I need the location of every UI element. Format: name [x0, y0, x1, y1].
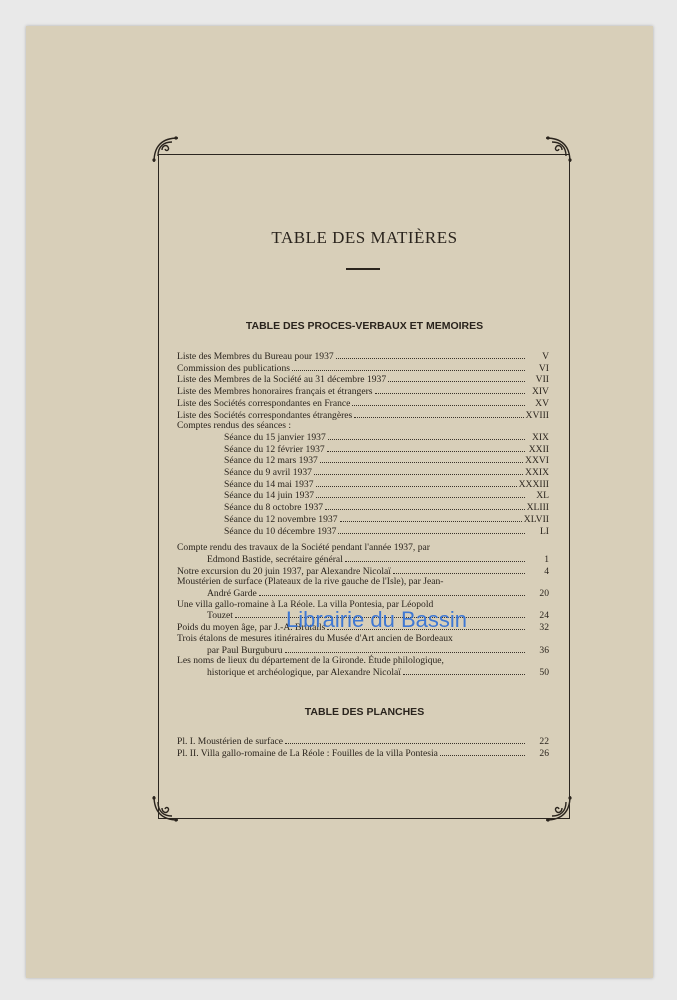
corner-ornament-icon	[150, 792, 184, 826]
toc-article-line1: Compte rendu des travaux de la Société pendant l'année 1937, par	[177, 542, 430, 554]
toc-article: historique et archéologique, par Alexandre Nicolaï 50	[207, 666, 549, 678]
toc-article-line1: Une villa gallo-romaine à La Réole. La villa Pontesia, par Léopold	[177, 598, 434, 610]
toc-seance: Séance du 15 janvier 1937 XIX	[224, 431, 549, 443]
corner-ornament-icon	[540, 792, 574, 826]
toc-planches	[177, 736, 549, 759]
toc-article: Edmond Bastide, secrétaire général 1	[207, 553, 549, 565]
toc-seance: Séance du 12 novembre 1937 XLVII	[224, 513, 549, 525]
toc-article: Notre excursion du 20 juin 1937, par Alexandre Nicolaï 4	[177, 565, 549, 577]
toc-article: Poids du moyen âge, par J.-A. Brutails 32	[177, 622, 549, 634]
seller-watermark: Librairie du Bassin	[286, 607, 467, 632]
toc-seance: Séance du 14 mai 1937 XXXIII	[224, 478, 549, 490]
toc-planche: Pl. I. Moustérien de surface 22	[177, 736, 549, 747]
section-heading-planches: TABLE DES PLANCHES	[304, 706, 425, 718]
toc-seance: Séance du 14 juin 1937 XL	[224, 490, 549, 502]
toc-entry: Liste des Membres du Bureau pour 1937 V	[177, 351, 549, 362]
toc-article-line1: Les noms de lieux du département de la Gironde. Étude philologique,	[177, 655, 444, 667]
toc-entry: Liste des Membres de la Société au 31 décembre 1937 VII	[177, 374, 549, 386]
toc-entry: Liste des Sociétés correspondantes étrangères XVIII	[177, 409, 549, 421]
toc-entry: Liste des Sociétés correspondantes en France XV	[177, 397, 549, 409]
toc-entry: Commission des publications VI	[177, 362, 549, 374]
toc-seance: Séance du 10 décembre 1937 LI	[224, 525, 549, 537]
title-rule	[346, 268, 380, 270]
section-heading-proces-verbaux: TABLE DES PROCES-VERBAUX ET MEMOIRES	[245, 320, 484, 332]
seances-header: Comptes rendus des séances :	[177, 420, 292, 432]
toc-planche: Pl. II. Villa gallo-romaine de La Réole : Fouilles de la villa Pontesia 26	[177, 747, 549, 759]
toc-article-line1: Moustérien de surface (Plateaux de la rive gauche de l'Isle), par Jean-	[177, 576, 444, 588]
toc-seance: Séance du 9 avril 1937 XXIX	[224, 467, 549, 479]
toc-article: par Paul Burguburu 36	[207, 644, 549, 656]
page-title: TABLE DES MATIÈRES	[271, 228, 458, 247]
toc-seance: Séance du 8 octobre 1937 XLIII	[224, 502, 549, 514]
corner-ornament-icon	[150, 132, 184, 166]
toc-article: André Garde 20	[207, 588, 549, 600]
toc-article-line1: Trois étalons de mesures itinéraires du Musée d'Art ancien de Bordeaux	[177, 632, 453, 644]
toc-entry: Liste des Membres honoraires français et étrangers XIV	[177, 386, 549, 398]
toc-seance: Séance du 12 mars 1937 XXVI	[224, 455, 549, 467]
toc-article: Touzet 24	[207, 610, 549, 622]
corner-ornament-icon	[540, 132, 574, 166]
toc-seance: Séance du 12 février 1937 XXII	[224, 443, 549, 455]
